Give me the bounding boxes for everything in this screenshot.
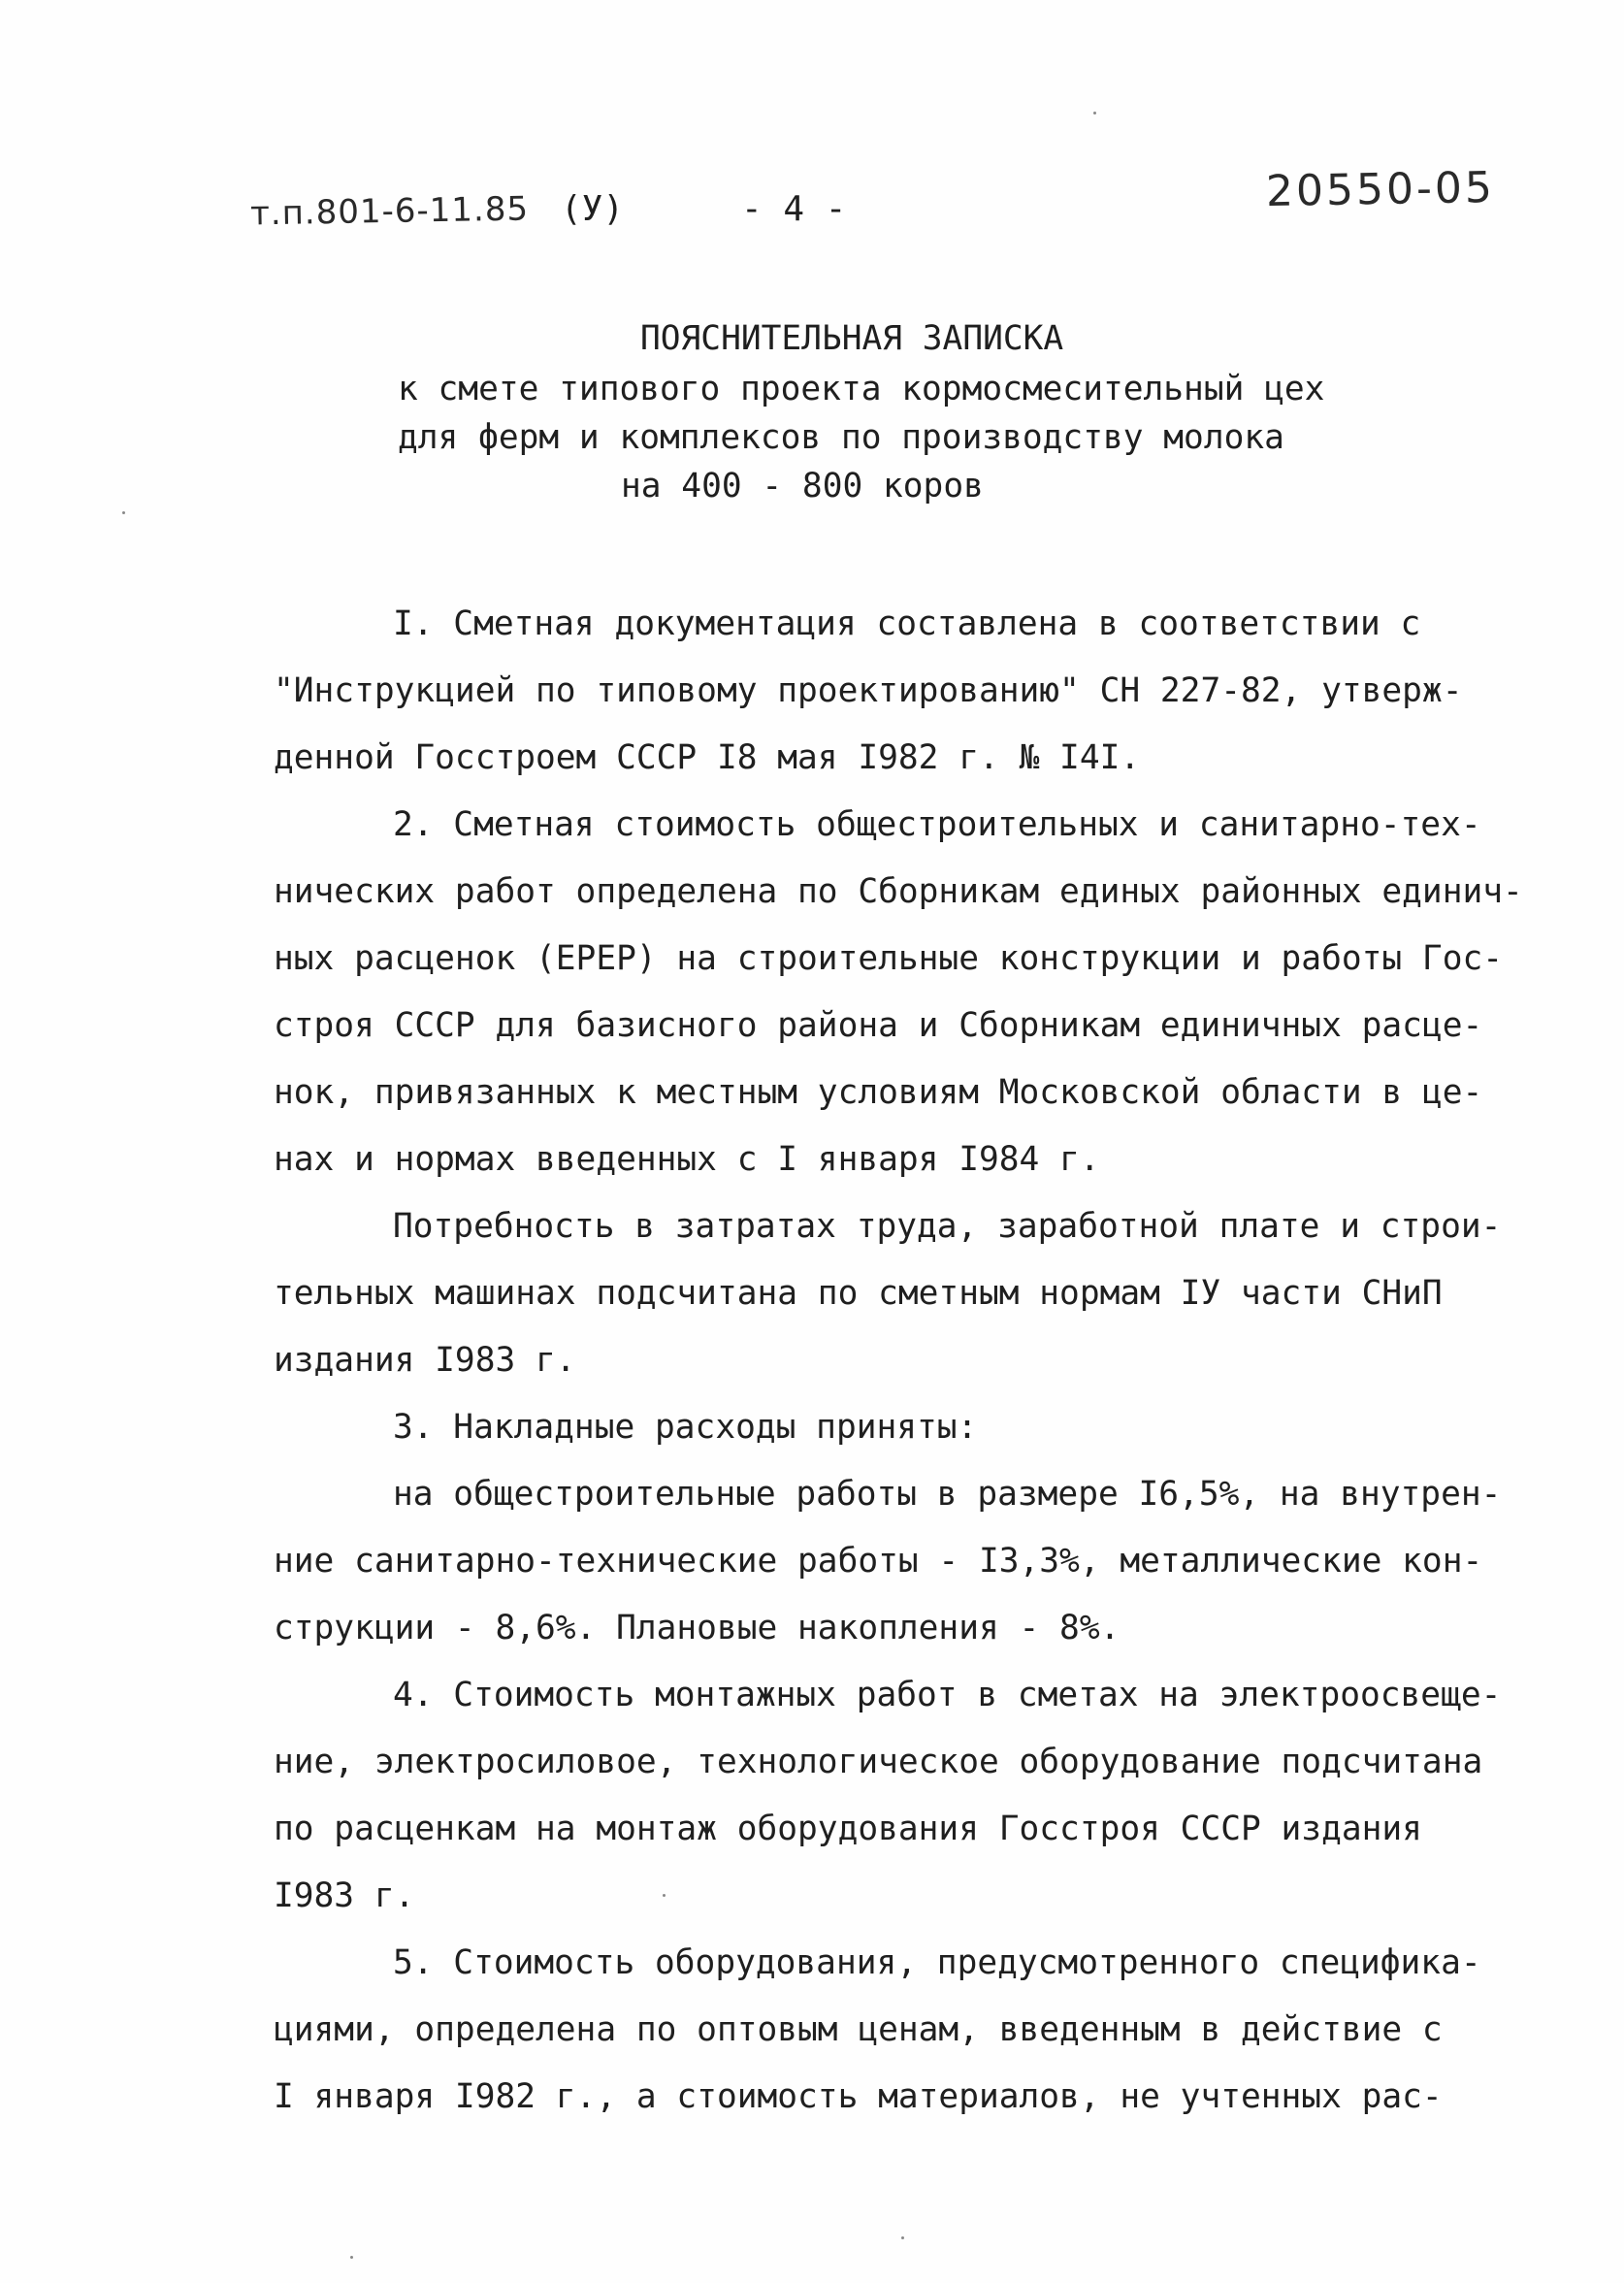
paragraph-1-line: I. Сметная документация составлена в соответствии с [393,604,1421,643]
paragraph-4-line: 4. Стоимость монтажных работ в сметах на электроосвеще- [393,1676,1502,1714]
variant-mark: (У) [561,189,625,229]
title-subtitle-line: на 400 - 800 коров [621,467,984,506]
paragraph-2-line: строя СССР для базисного района и Сборникам единичных расце- [274,1006,1483,1045]
paragraph-4-line: по расценкам на монтаж оборудования Госстроя СССР издания [274,1810,1422,1848]
paragraph-3-line: ние санитарно-технические работы - I3,3%, металлические кон- [274,1542,1483,1581]
paragraph-4-line: ние, электросиловое, технологическое оборудование подсчитана [274,1743,1483,1781]
scan-speck [1093,112,1096,114]
paragraph-2-line: нах и нормах введенных с I января I984 г. [274,1140,1100,1179]
title-heading: ПОЯСНИТЕЛЬНАЯ ЗАПИСКА [640,319,1064,358]
paragraph-2-line: нических работ определена по Сборникам единых районных единич- [274,872,1523,911]
scan-speck [901,2236,904,2239]
paragraph-5-line: I января I982 г., а стоимость материалов, не учтенных рас- [274,2077,1443,2116]
title-subtitle-line: для ферм и комплексов по производству молока [398,418,1284,457]
scan-speck [122,511,125,514]
document-code: т.п.801-6-11.85 [249,189,530,234]
paragraph-4-line: I983 г. [274,1876,415,1915]
scan-speck [350,2256,353,2259]
paragraph-2-line: нок, привязанных к местным условиям Московской области в це- [274,1073,1483,1112]
paragraph-labor-line: издания I983 г. [274,1341,576,1380]
paragraph-labor-line: Потребность в затратах труда, заработной плате и строи- [393,1207,1502,1246]
title-subtitle-line: к смете типового проекта кормосмесительный цех [398,370,1325,408]
paragraph-3-line: на общестроительные работы в размере I6,5%, на внутрен- [393,1475,1502,1514]
paragraph-3-line: 3. Накладные расходы приняты: [393,1408,978,1447]
inventory-number: 20550-05 [1265,162,1496,217]
paragraph-1-line: "Инструкцией по типовому проектированию" СН 227-82, утверж- [274,671,1463,710]
paragraph-5-line: циями, определена по оптовым ценам, введенным в действие с [274,2010,1443,2049]
paragraph-2-line: ных расценок (ЕРЕР) на строительные конструкции и работы Гос- [274,939,1504,978]
paragraph-3-line: струкции - 8,6%. Плановые накопления - 8%. [274,1609,1121,1647]
paragraph-5-line: 5. Стоимость оборудования, предусмотренного спецификa- [393,1943,1481,1982]
paragraph-labor-line: тельных машинах подсчитана по сметным нормам IУ части СНиП [274,1274,1443,1313]
paragraph-2-line: 2. Сметная стоимость общестроительных и санитарно-тех- [393,805,1481,844]
paragraph-1-line: денной Госстроем СССР I8 мая I982 г. № I4I. [274,738,1141,777]
page-number: - 4 - [741,189,847,229]
scan-speck [663,1894,666,1897]
